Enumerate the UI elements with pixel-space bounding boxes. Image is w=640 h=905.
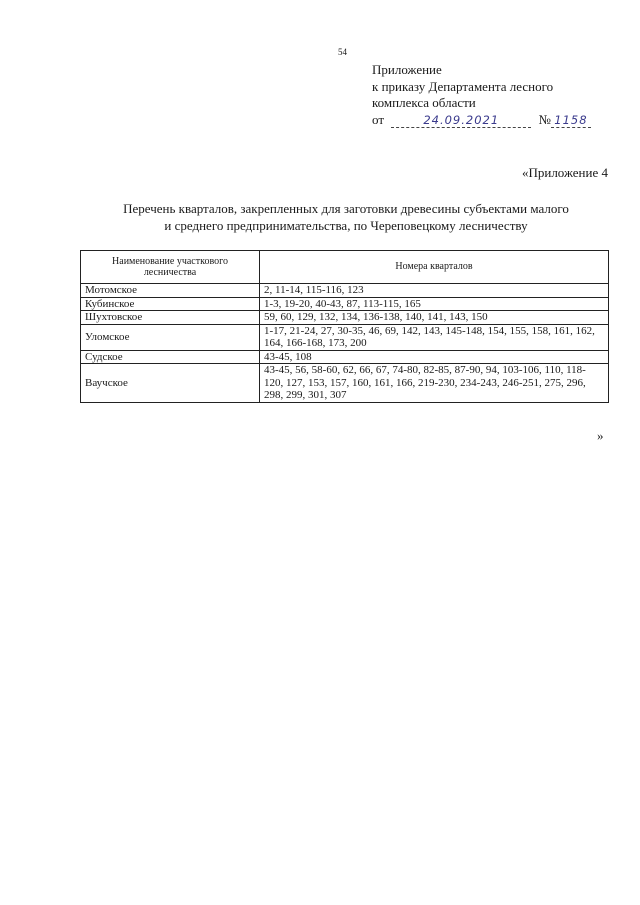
table-row	[81, 297, 609, 311]
quarters-table	[80, 250, 609, 403]
forestry-name: Уломское	[81, 324, 260, 350]
column-header-forestry: Наименование участкового лесничества	[81, 251, 260, 284]
order-date-number-line	[372, 112, 591, 129]
quarter-numbers: 43-45, 56, 58-60, 62, 66, 67, 74-80, 82-85, 87-90, 94, 103-106, 110, 118-120, 127, 153, 157, 160, 161, 166, 219-230, 234-243, 246-251, 275, 296, 298, 299, 301, 307	[260, 364, 609, 403]
order-date: 24.09.2021	[391, 114, 531, 128]
order-number: 1158	[551, 114, 591, 128]
table-header-row	[81, 251, 609, 284]
order-header	[372, 62, 591, 128]
forestry-name: Судское	[81, 350, 260, 364]
column-header-quarters: Номера кварталов	[260, 251, 609, 284]
header-line-3: комплекса области	[372, 95, 476, 110]
table-row	[81, 324, 609, 350]
appendix-label: «Приложение 4	[521, 165, 608, 180]
header-line-2: к приказу Департамента лесного	[372, 78, 554, 94]
header-line-1: Приложение	[372, 62, 442, 77]
forestry-name: Кубинское	[81, 297, 260, 311]
closing-quote: »	[597, 428, 604, 443]
quarter-numbers: 2, 11-14, 115-116, 123	[260, 284, 609, 298]
forestry-name: Мотомское	[81, 284, 260, 298]
title-line-1: Перечень кварталов, закрепленных для заготовки древесины субъектами малого	[123, 201, 569, 216]
quarter-numbers: 1-17, 21-24, 27, 30-35, 46, 69, 142, 143, 145-148, 154, 155, 158, 161, 162, 164, 166-168, 173, 200	[260, 324, 609, 350]
document-title	[72, 200, 620, 234]
table-row	[81, 311, 609, 325]
quarter-numbers: 59, 60, 129, 132, 134, 136-138, 140, 141, 143, 150	[260, 311, 609, 325]
number-label: №	[538, 111, 551, 127]
title-line-2: и среднего предпринимательства, по Череповецкому лесничеству	[164, 218, 528, 233]
table-row	[81, 350, 609, 364]
table-row	[81, 284, 609, 298]
table-row	[81, 364, 609, 403]
quarter-numbers: 43-45, 108	[260, 350, 609, 364]
page-number: 54	[338, 47, 347, 57]
forestry-name: Ваучское	[81, 364, 260, 403]
from-label: от	[372, 111, 385, 127]
quarter-numbers: 1-3, 19-20, 40-43, 87, 113-115, 165	[260, 297, 609, 311]
forestry-name: Шухтовское	[81, 311, 260, 325]
